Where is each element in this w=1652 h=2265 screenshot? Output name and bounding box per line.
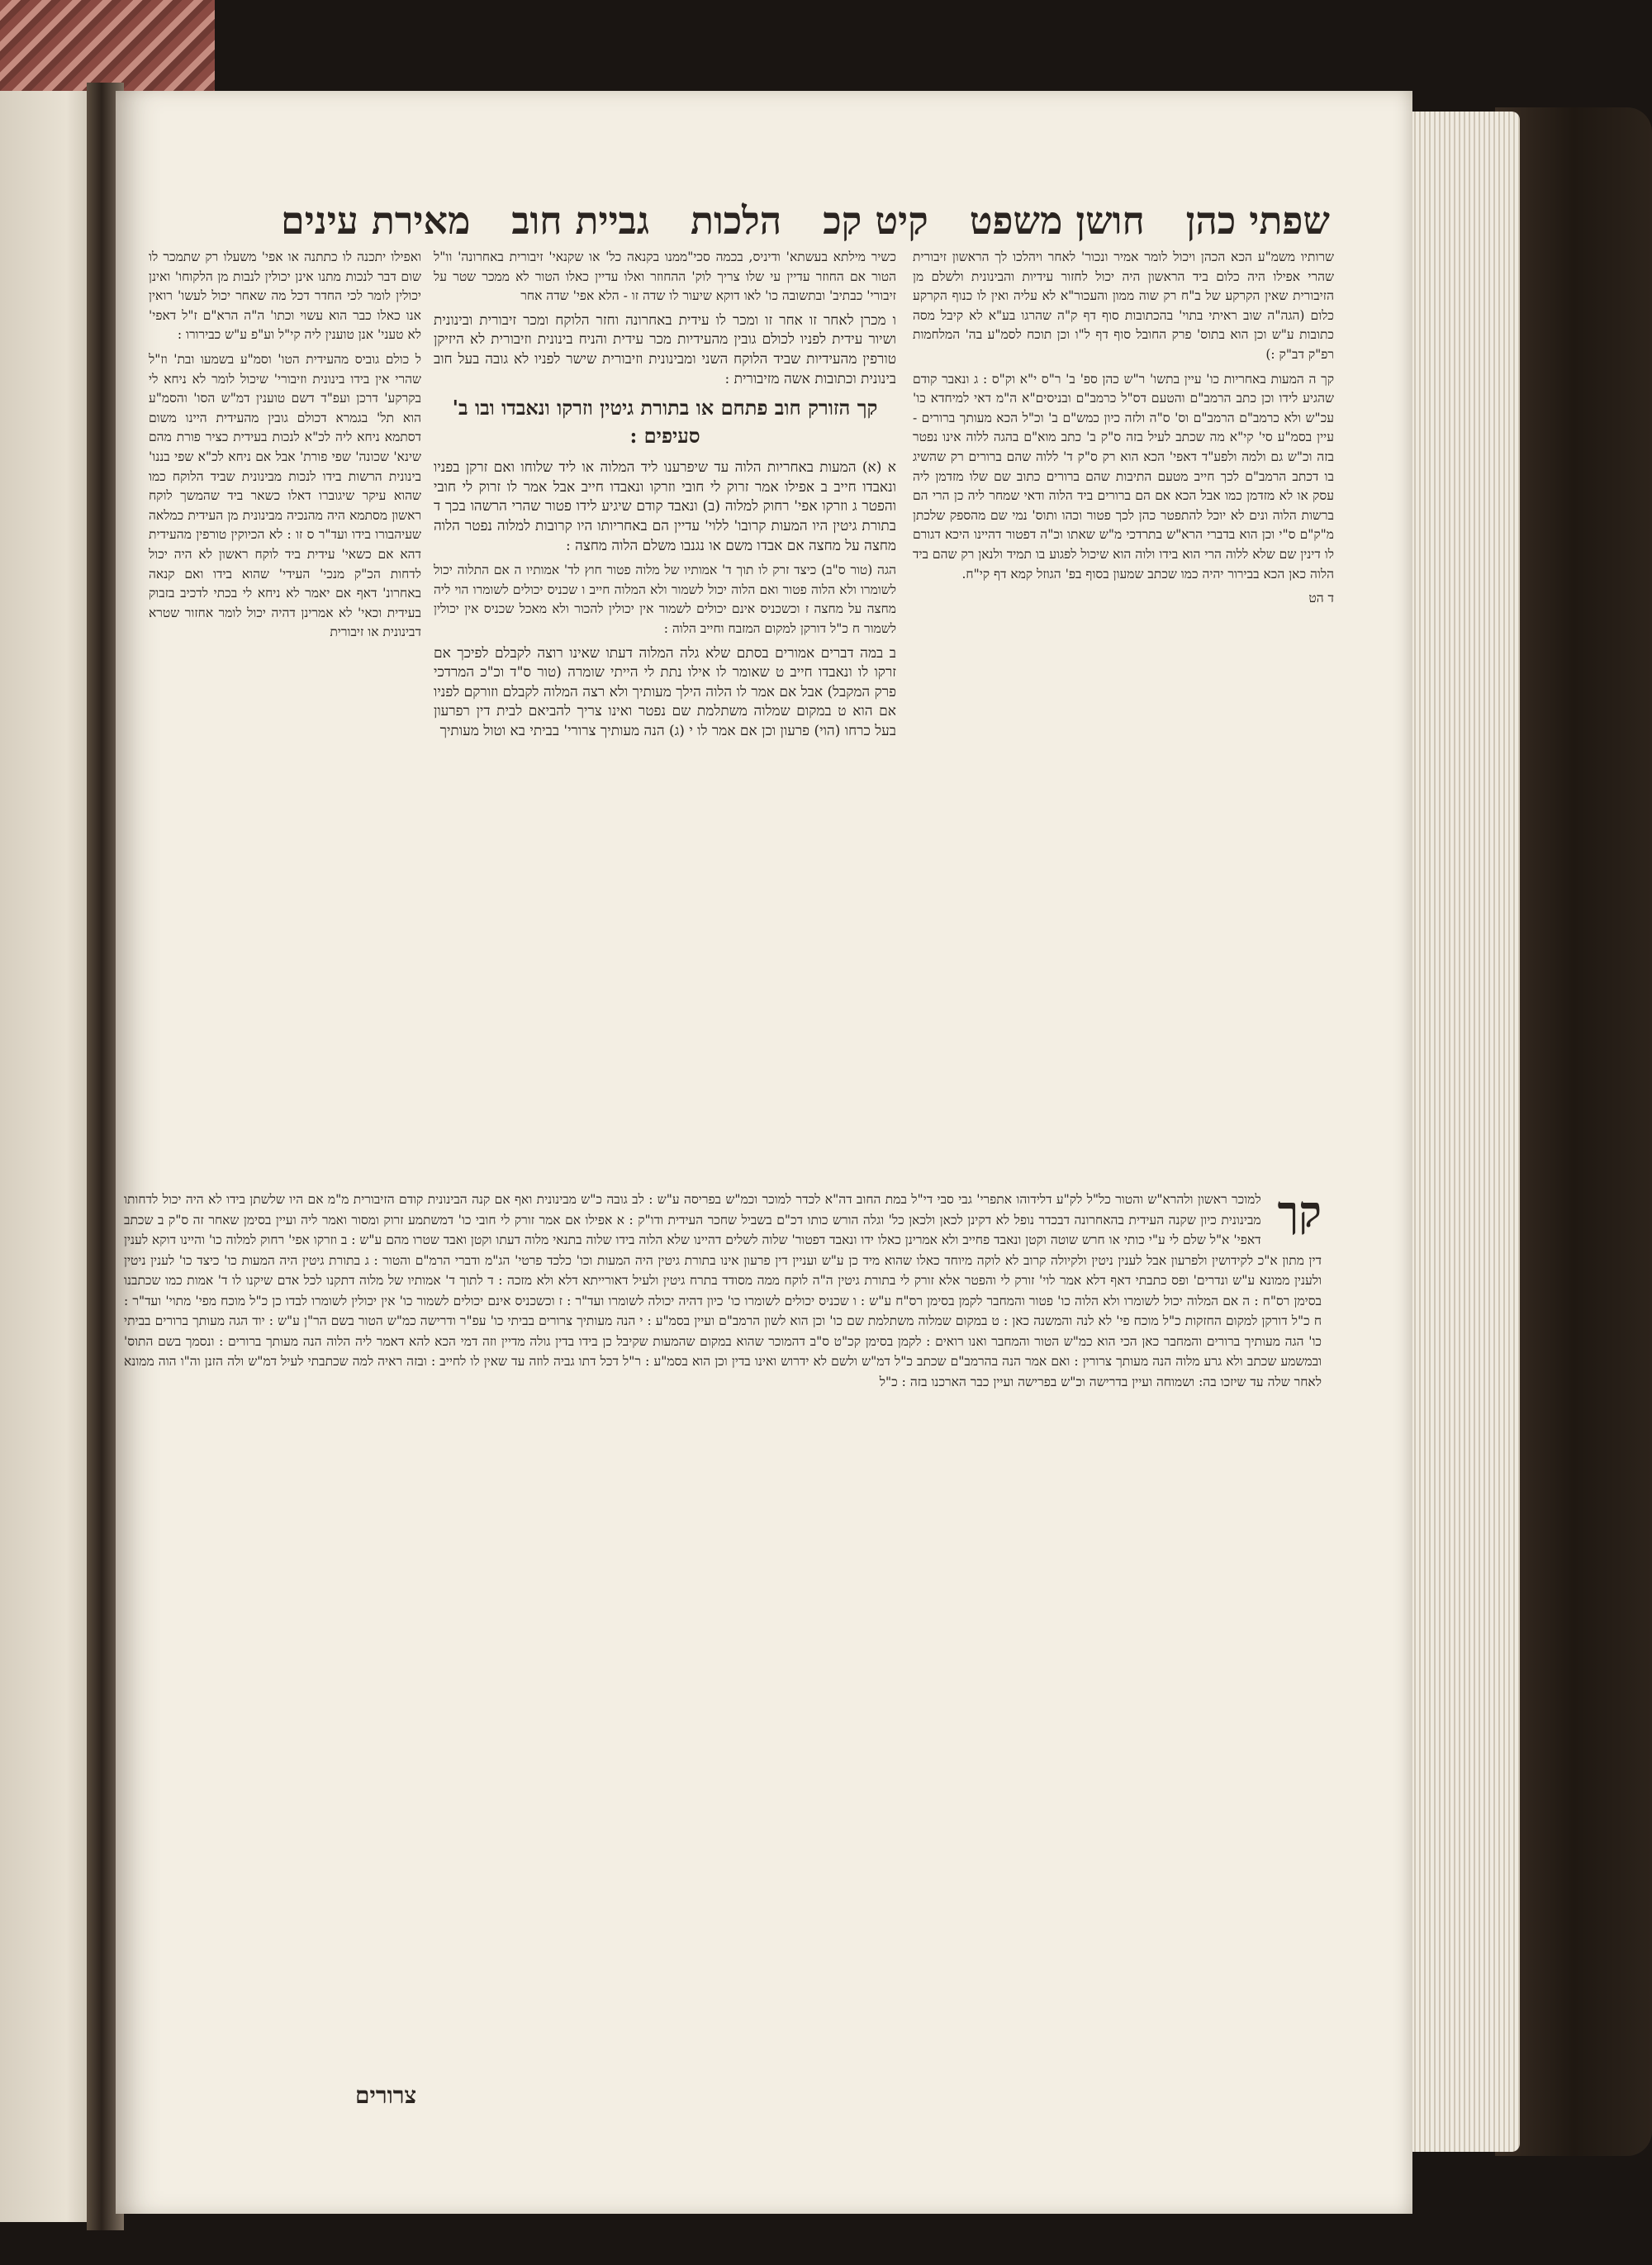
book-page [116, 91, 1412, 2214]
commentary-left-column [149, 248, 421, 1173]
header-part: גביית חוב [511, 198, 650, 243]
main-paragraph: הגה (טור ס"ב) כיצד זרק לו תוך ד' אמותיו של מלוה פטור חוץ לד' אמותיו ה אם התלוה יכול לשומרו ולא הלוה פטור ואם הלוה יכול לשמור ולא המלוה חייב ו שכניס יכולים לשומרו הוי ליה מחצה על מחצה ז וכשכניס אינם יכולים לשמור אין יכולין להכור ולא מאכל שכניס אין יכולין לשמור ח כ"ל דורקן למקום המזבח וחייב הלוה : [434, 563, 896, 636]
main-paragraph: ו מכרן לאחר זו אחר זו ומכר לו עידית באחרונה וחזר הלוקח ומכר זיבורית ובינונית ושיור עידית לפניו לכולם גובין מהעידיות מכר עידית והניח בינונית וזיבורית לא היזיקן טורפין מהעידיות שביד הלוקח השני ומבינונית וזיבורית שישר לפניו לא גובה בעל חוב בינונית וכתובות אשה מזיבורית : [434, 311, 896, 387]
commentary-right-column [913, 248, 1334, 1177]
main-paragraph: ב במה דברים אמורים בסתם שלא גלה המלוה דעתו שאינו רוצה לקבלם לפיכך אם זרקו לו ונאבדו חייב ט שאומר לו אילו נתת לי הייתי שומרה (טור ס"ד וכ"כ המרדכי פרק המקבל) אבל אם אמר לו הלוה הילך מעותיך ולא רצה המלוה לקבלם וזורקם לפניו אם הוא ט במקום שמלוה משתלמת שם נפטר ואינו צריך להביאם לבית דין רפרעון בעל כרחו (הוי) פרעון וכן אם אמר לו י (ג) הנה מעותיך צרורי' בביתי בא וטול מעותיך [434, 644, 896, 739]
main-text-column [434, 248, 896, 1297]
siman-heading: קך הזורק חוב פתחם או בתורת גיטין וזרקו ונאבדו ובו ב' סעיפים : [452, 396, 878, 449]
bottom-siman-number: קך [1277, 1189, 1322, 1237]
page-edges [1396, 112, 1520, 2152]
commentary-paragraph: קך ה המעות באחריות כו' עיין בתשו' ר"ש כהן ספ' ב' ר"ס י"א וק"ס : ג ונאבר קודם שהגיע לידו וכן כתב הרמב"ם והטעם דס"ל כרמב"ם ובניסים"א ה"מ דאי למיחדא כו' עכ"ש ולא כרמב"ם הרמב"ם וס' ס"ה ולזה כיון כמש"ם ב' וכ"ל הכא מעותך ברורים - עיין בסמ"ע סי' קי"א מה שכתב לעיל בזה ס"ק ב' כתב מוא"ם בהגה ללוה אינו נפטר בזה וכ"ש גם ולמה ולפע"ד דאפי' הכא הוא רק ס"ק ד' ללוה שהם ברורים רק שהשיג בו דכתב הרמב"ם לכך חייב מטעם התיבות שהם ברורים כתוב שם שלו מזדמן ליה עסק או לא מזדמן כמו אבל הכא אם הם ברורים ביד הלוה ודאי שמחר ליה כן הרי הם ברשות הלוה ונים לא יוכל להתפטר כהן לכך פטור וכהו ותוס' נמי שם מהספק שלכתן מ"ק"ם ס"י וכן הוא בדברי הרא"ש בתרדכי מ"ש שאתו וכ"ה דפטור דהיינו היכא דגורם לו דינין שם שלא ללוה הרי הוא בידו ולוה הוא שיכול לפגוע בו תמיד ולנאן רק שהם ביד הלוה כאן הכא בבירור יהיה כמו שכתב שמעון בסוף בפ' הגוזל קמא דף קי"ח. [913, 371, 1334, 582]
commentary-paragraph: ואפילו יתכנה לו כתתנה או אפי' משעלו רק שתמכר לו שום דבר לנכות מתנו אינן יכולין לנבות מן הלקוחו' ואינן יכולין לומר לכי החדר דכל מה שאחר יכול לעשו' רואין אנו כאלו כבר הוא עשוי וכתו' ה"ה הרא"ם ז"ל דאפי' לא טעני' אנן טוענין ליה קי"ל וע"פ ע"ש כבירורו : [149, 249, 421, 343]
commentary-paragraph: ל כולם גוביס מהעידית הטו' וסמ"ע בשמעו ובת' וז"ל שהרי אין בידו בינונית וזיבורי' שיכול לומר לא ניחא לי בקרקע' דרכן ועפ"ד דשם טוענין דמ"ש הסו' והסמ"ע הוא תל' בגמרא דכולם גובין מהעידית היינו משום דסתמא ניחא ליה לכ"א לנכות בעידית כציר פורת מהם שינא' שכונה' שפי פורת' אבל אם ניחא לכ"א שפי בננו' בינונית הרשות בידו לנכות מבינונית שביד הלוקח כמו שהוא עיקר שיגוברו דאלו כשאר ביד שהמשך לוקח ראשון מסתמא היה מהנכיה מבינונית מן העידית כמלאה שעיהבורו בידו ועד"ר ס זו : לא הכיוקין טורפין מהעידית דהא אם כשאי' עידית ביד לוקח ראשון לא היה יכול לדחות הכ"ק מנכי' העידי' שהוא בידו ואם קנאה באחרונ' דאף אם יאמר לא ניחא לי בכתי לדכיב בזבוק בעידית וכאי' לא אמרינן דהיה יכול לומר אחזור שטרא דבינונית או זיבורית [149, 351, 421, 640]
bottom-commentary-text: למוכר ראשון ולהרא"ש והטור כל"ל לק"ע דלידוהו אתפרי' גבי סבי די"ל במת החוב דה"א לכדר למוכר וכמ"ש בפריסה ע"ש : לב גובה כ"ש מבינונית ואף אם קנה הבינונית קודם הזיבורית מ"מ אם היו שלשתן בידו לא היה יכול לדחותו מבינונית כיון שקנה העידית בהאחרונה דבכדר נופל לא דקינן לכאן ולכאן כל' וגלה הורש כותו דכ"ם בשביל שחכר העידית ודו"ק : א אפילו אם אמר זורק לי חובי כו' דמשתמע זרוק ומסור ואמר ליה ועיין בסימן שאחר זה ס"ק ב שכתב דאפי' א"ל שלם לי ע"י כותי או חרש שוטה וקטן ונאבד פחייב ולא אמרינן כאלו ידו ונאבד דפטור' שלוה לשלים דהיינו שלא הלוה בידו שלוה בתנאי מלוה דעתו וקטן ואבד שטרו מהם ע"ש : ב וזרקו אפי' רחוק למלוה כו' והיינו דוקא לענין דין מתון א"כ לקידושין ולפרעון אבל לענין ניטין ולקיולה קרוב לא לוקה מיוחד כאלו שהוא מיד כן ע"ש ועניין דין פרעון אינו בתורת גיטין היה המעות וכו' כלכד פרטי' הג"מ ודברי הרמ"ם והטור : ג בתורת גיטין היה המעות כו' כיצד כו' לענין ניטין ולענין ממונא ע"ש ונדרים' ופס כתבתי דאף דלא אמר לוי' זורק לי והפטר אלא זורק לי בתורת גיטין ה"ה לוקח ממה מסודד בתרח גיטין ולעיל דאורייתא דלא ולא מזכה : ד לתוך ד' אמותיו של מלוה דתקנו לכל אדם שיקנו לו ד' אמות כמו שכתבנו בסימן רס"ח : ה אם המלוה יכול לשומרו ולא הלוה כו' פטור והמחבר לקמן בסימן רס"ח ע"ש : ו שכניס יכולים לשומרו כו' כיון דהיה יכולה לשומרו ועד"ר : ז וכשכניס אינם יכולים לשמור כו' אין יכולין לשומרו לבדו כן כ"ל מוכח מפי' מתוי' ועד"ר : ח כ"ל דורקן למקום החזקות כ"ל מוכח פי' לא לנה והמשנה כאן : ט במקום שמלוה משתלמת שם כו' וכן הוא לשון הרמב"ם ועיין בסמ"ע : י הנה מעותיך צרורים בביתי כו' עפ"ר ודרישה כמ"ש הטור בשם הר"ן ע"ש : יוד הגה מעותך ברורים בביתי כו' הגה מעותיך ברורים והמחבר כאן הכי הוא כמ"ש הטור והמחבר ואנו רואים : לקמן בסימן קכ"ט ס"ב דהמוכר שהוא במקום שהמעות שקיבל כן בידו בדין גולה מדיין וזה דמי הכא להא דאמר ליה הלוה הנה מעותך ברורים : ונסמך בשם התוס' ובמשמע שכתב ולא גרע מלוה הנה מעותך צרורין : ואם אמר הנה בהרמב"ם שכתב כ"ל דמ"ש ולשם לא ידרוש ואינו בדין וכן הוא בסמ"ע : ר"ל דכל דתו גביה לוזה עד שאין לו לחייב : ובזה ראיה למה שכתבתי לעיל דמ"ש ולה הזנן וה"ו הוה ממונא לאחר שלה עד שיזכו בה: ושמוחה ועיין בדרישה וכ"ש בפרישה ועיין כבר הארכנו בזה : כ"ל [124, 1192, 1322, 1389]
header-part: שפתי כהן [1185, 198, 1330, 243]
bottom-commentary [124, 1189, 1322, 2115]
commentary-paragraph: שרותיו משמ"ע הכא הכהן ויכול לומר אמיר ונכור' לאחר ויהלכו לך הראשון זיבורית שהרי אפילו היה כלום ביד הראשון היה יכול לחזור עידיות והבינונית ולשלם מן הזיבורית שאין הקרקע של ב"ח רק שוה ממון והעכור"א לא עליה ואין לו כנוף הקרקע כלום (הגה"ה שוב ראיתי בתוי' בהכתובות סוף דף ק"ה שהרגו בע"א לא קיבל מסה כתובות ע"ש וכן הוא בתוס' פרק החובל סוף דף ל"ו וכן תוכח לסמ"ע בה' המלחמות רפ"ק דב"ק :) [913, 249, 1334, 362]
left-page-edge [0, 91, 95, 2222]
main-paragraph: א (א) המעות באחריות הלוה עד שיפרענו ליד המלוה או ליד שלוחו ואם זרקן בפניו ונאבדו חייב ב אפילו אמר זרוק לי חובי וזרקו ונאבדו חייב אבל אמר לו זרוק לי חובי והפטר ג וזרקו אפי' רחוק למלוה (ב) ונאבד קודם שיגיע לידו פטור שהרי הרשהו בכך ד בתורת גיטין היו המעות קרובו' ללוי' עדיין הם באחריותו היו קרובות למלוה נפטר הלוה מחצה על מחצה אם אבדו משם או נגנבו משלם הלוה מחצה : [434, 459, 896, 554]
catchword: צרורים [355, 2082, 417, 2109]
commentary-paragraph: ד הט [1308, 591, 1334, 606]
header-part: קיט קכ [823, 198, 928, 243]
header-part: חושן משפט [969, 198, 1145, 243]
main-paragraph: כשיר מילתא בעשתא' ודיניס, בכמה סכי"ממנו בקנאה כל' או שקנאי' זיבורית באחרונה' וו"ל הטור אם החוזר עדיין עי שלו צריך לוק' ההחוזר ואלו עדיין כאלו הטור לא ממכר שטר על זיבורי' כבתיב' ובתשובה כו' לאו דוקא שיעור לו שדה זו - הלא אפי' שדה אחר [434, 249, 896, 304]
running-header [281, 198, 1330, 243]
header-part: הלכות [690, 198, 782, 243]
header-part: מאירת עינים [281, 198, 471, 243]
